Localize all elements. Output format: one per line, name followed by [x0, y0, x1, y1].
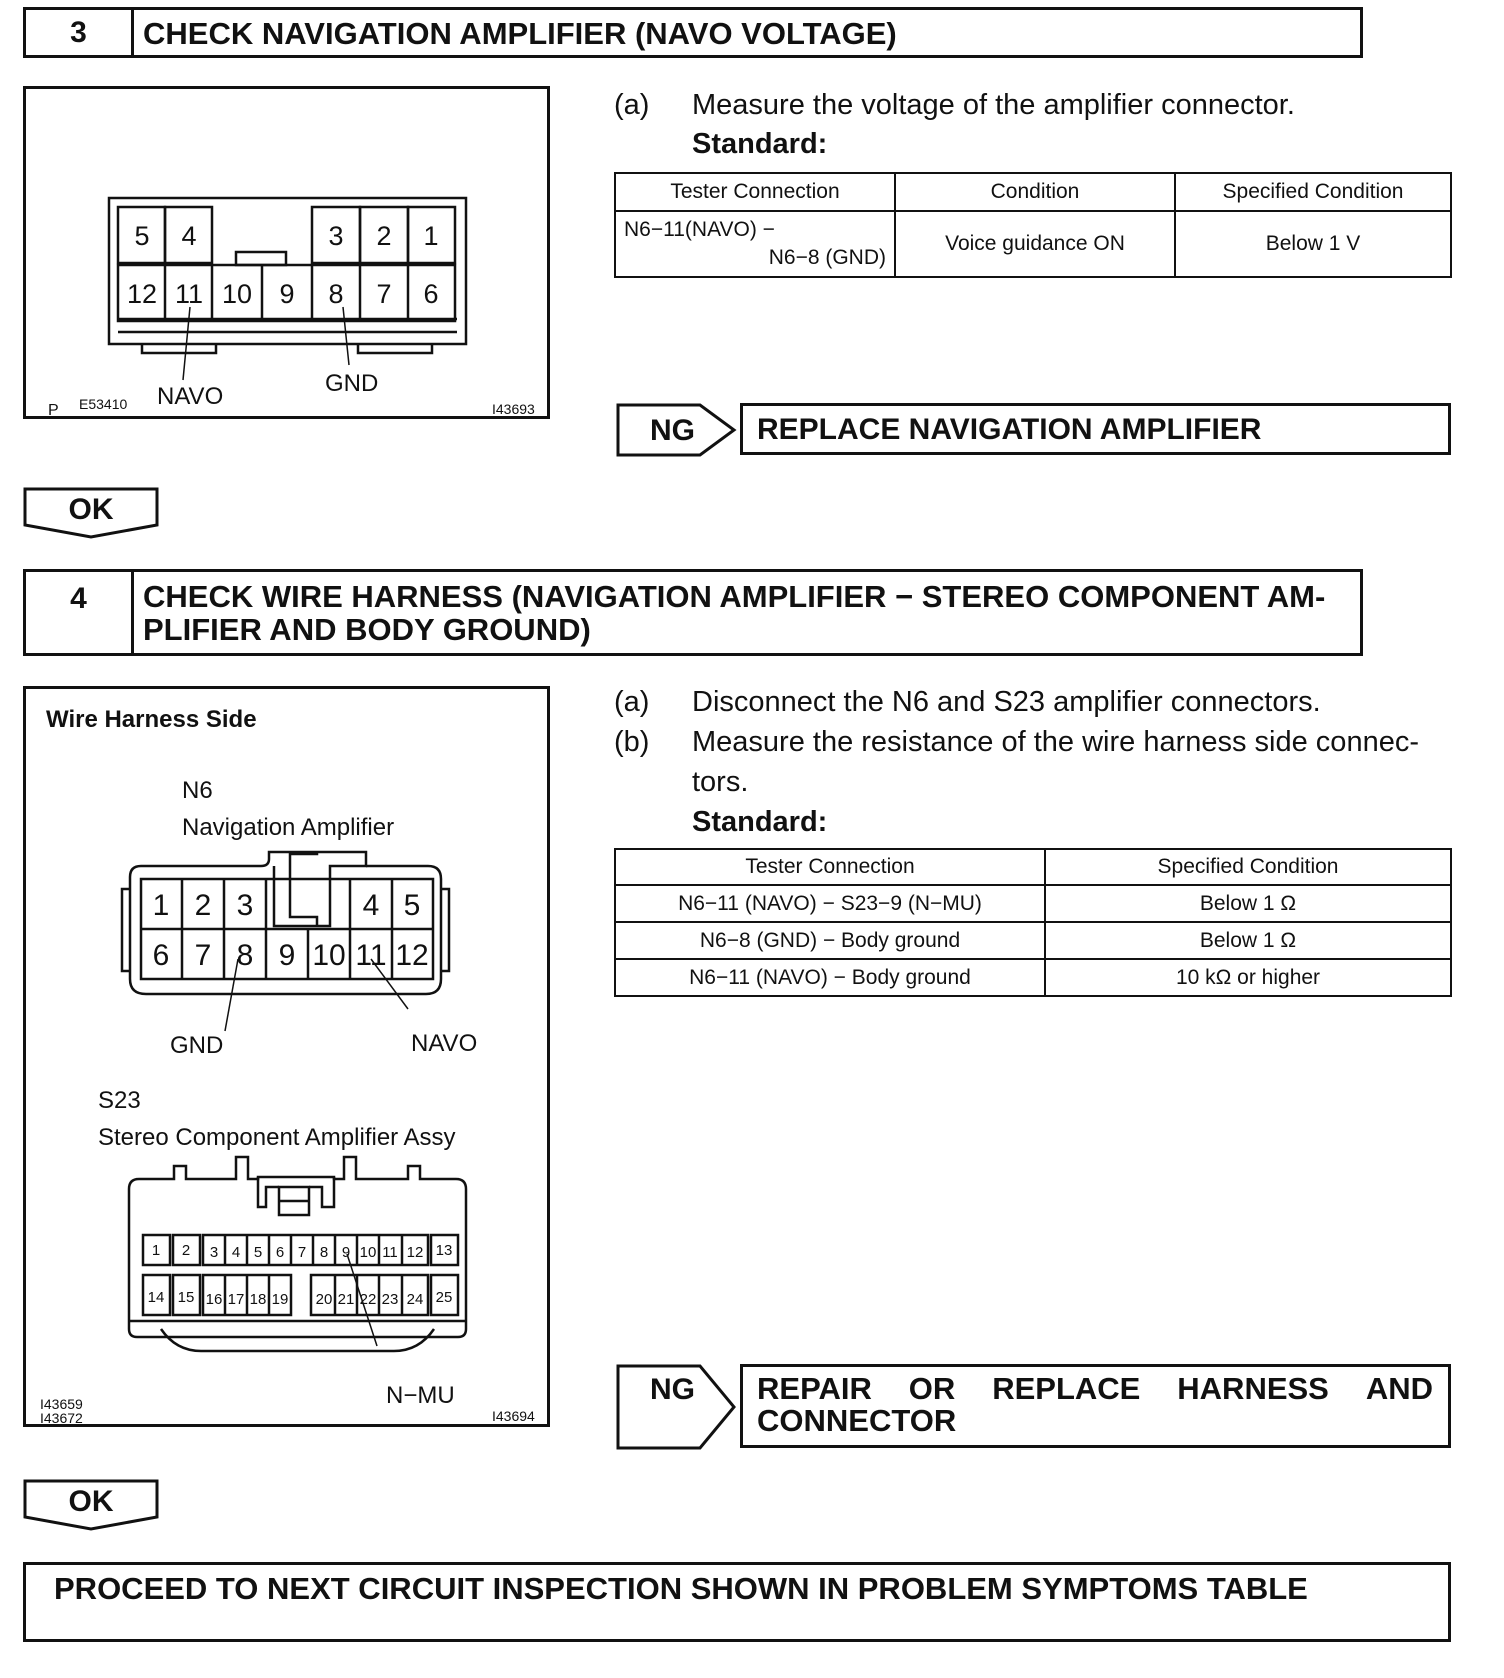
table-row — [615, 211, 1451, 277]
pin-label: 13 — [435, 1242, 453, 1259]
pin-label: 9 — [341, 1244, 351, 1261]
instruction-text: Disconnect the N6 and S23 amplifier connectors. — [692, 686, 1321, 718]
pin-label: 4 — [231, 1244, 241, 1261]
table-cell: Voice guidance ON — [895, 211, 1175, 277]
pin-label: 5 — [253, 1244, 263, 1261]
figure-code-prefix: P — [48, 402, 59, 416]
pin-label: 9 — [279, 279, 295, 309]
ng-arrow-flag — [616, 403, 740, 457]
figure-code: I43659 — [40, 1396, 83, 1412]
table-row — [615, 922, 1451, 959]
pin-label: 12 — [395, 939, 429, 972]
pin-label: 20 — [315, 1291, 333, 1308]
ng-action-text: REPLACE NAVIGATION AMPLIFIER — [757, 413, 1262, 446]
pin-label: 6 — [152, 939, 170, 972]
column-header: Specified Condition — [1175, 173, 1451, 211]
column-header: Tester Connection — [615, 173, 895, 211]
pin-label: 3 — [209, 1244, 219, 1261]
pin-label: 12 — [126, 279, 158, 309]
pin-label: 2 — [376, 221, 392, 251]
gnd-label: GND — [170, 1032, 224, 1059]
pin-label: 3 — [236, 889, 254, 922]
step-4-instruction-b — [614, 722, 1474, 802]
table-cell: Below 1 Ω — [1045, 922, 1451, 959]
table-row — [615, 959, 1451, 996]
instruction-text: Measure the resistance of the wire harness side connec- — [692, 726, 1419, 758]
column-header: Specified Condition — [1045, 849, 1451, 885]
figure-code: I43672 — [40, 1410, 83, 1424]
step-3-ng-action — [740, 403, 1451, 455]
step-3-diagram — [23, 86, 550, 419]
wire-harness-connector-diagram — [26, 689, 547, 1424]
pin-label: 8 — [328, 279, 344, 309]
ng-action-line-1 — [757, 1373, 1433, 1405]
pin-label: 11 — [174, 279, 204, 309]
step-4-header — [23, 569, 1363, 656]
step-3-instruction-a — [614, 85, 1444, 125]
column-header: Tester Connection — [615, 849, 1045, 885]
pin-label: 5 — [403, 889, 421, 922]
table-row — [615, 885, 1451, 922]
table-cell: N6−11 (NAVO) − Body ground — [615, 959, 1045, 996]
pin-label: 7 — [297, 1244, 307, 1261]
pin-label: 10 — [221, 279, 253, 309]
pin-label: 16 — [205, 1291, 223, 1308]
pin-label: 6 — [423, 279, 439, 309]
s23-name: Stereo Component Amplifier Assy — [98, 1124, 456, 1151]
pin-label: 4 — [181, 221, 197, 251]
pin-label: 11 — [355, 939, 387, 972]
step-3-header — [23, 7, 1363, 58]
pin-label: 18 — [249, 1291, 267, 1308]
pin-label: 8 — [319, 1244, 329, 1261]
pin-label: 10 — [312, 939, 346, 972]
pin-label: 19 — [271, 1291, 289, 1308]
pin-label: 2 — [194, 889, 212, 922]
pin-label: 17 — [227, 1291, 245, 1308]
diagram-heading: Wire Harness Side — [46, 706, 257, 733]
step-3-standard-label: Standard: — [692, 128, 828, 160]
step-4-title-line-1: CHECK WIRE HARNESS (NAVIGATION AMPLIFIER − STEREO COMPONENT AM- — [143, 579, 1326, 614]
step-4-diagram — [23, 686, 550, 1427]
pin-label: 1 — [151, 1242, 161, 1259]
ng-action-word: OR — [908, 1371, 956, 1406]
ng-arrow-flag — [616, 1364, 740, 1450]
instruction-label: (b) — [614, 726, 650, 758]
column-header: Condition — [895, 173, 1175, 211]
pin-label: 23 — [381, 1291, 399, 1308]
s23-code: S23 — [98, 1087, 141, 1114]
table-cell: Below 1 Ω — [1045, 885, 1451, 922]
instruction-text: tors. — [692, 766, 749, 798]
pin-label: 22 — [359, 1291, 377, 1308]
table-cell: N6−11(NAVO) − — [624, 218, 775, 241]
ok-label: OK — [68, 1485, 114, 1518]
pin-label: 25 — [435, 1289, 453, 1306]
ng-action-word: REPAIR — [757, 1371, 872, 1406]
step-4-ng-action — [740, 1364, 1451, 1448]
ng-action-word: REPLACE — [992, 1371, 1141, 1406]
pin-label: 24 — [406, 1291, 424, 1308]
ng-action-word: AND — [1365, 1371, 1433, 1406]
pin-label: 7 — [376, 279, 392, 309]
ng-action-word: HARNESS — [1177, 1371, 1329, 1406]
ok-arrow-flag — [23, 1479, 163, 1533]
instruction-label: (a) — [614, 686, 650, 718]
pin-label: 9 — [278, 939, 296, 972]
step-4-spec-table — [614, 848, 1452, 997]
step-3-number: 3 — [26, 10, 134, 55]
pin-label: 5 — [134, 221, 150, 251]
pin-label: 6 — [275, 1244, 285, 1261]
step-3-title: CHECK NAVIGATION AMPLIFIER (NAVO VOLTAGE) — [143, 16, 897, 51]
pin-label: 14 — [147, 1289, 165, 1306]
pin-label: 10 — [359, 1244, 377, 1261]
table-cell: N6−11 (NAVO) − S23−9 (N−MU) — [615, 885, 1045, 922]
step-3-spec-table — [614, 172, 1452, 278]
final-result-text: PROCEED TO NEXT CIRCUIT INSPECTION SHOWN IN PROBLEM SYMPTOMS TABLE — [54, 1571, 1308, 1606]
gnd-label: GND — [325, 370, 379, 397]
pin-label: 4 — [362, 889, 380, 922]
pin-label: 8 — [236, 939, 254, 972]
pin-label: 1 — [152, 889, 170, 922]
pin-label: 12 — [406, 1244, 424, 1261]
navo-label: NAVO — [411, 1030, 478, 1057]
step-4-standard-label: Standard: — [692, 806, 828, 838]
pin-label: 21 — [337, 1291, 355, 1308]
navigation-amplifier-connector-diagram — [26, 89, 547, 416]
table-cell: 10 kΩ or higher — [1045, 959, 1451, 996]
ng-label: NG — [650, 414, 695, 447]
pin-label: 11 — [382, 1244, 398, 1261]
table-cell: N6−8 (GND) — [768, 246, 886, 269]
ok-label: OK — [68, 493, 114, 526]
step-4-title-line-2: PLIFIER AND BODY GROUND) — [143, 612, 591, 647]
figure-code: E53410 — [79, 396, 128, 412]
pin-label: 7 — [194, 939, 212, 972]
final-result-box — [23, 1562, 1451, 1642]
figure-code: I43693 — [492, 401, 535, 416]
n6-code: N6 — [182, 777, 213, 804]
pin-label: 1 — [423, 221, 439, 251]
n6-name: Navigation Amplifier — [182, 814, 395, 841]
figure-code: I43694 — [492, 1408, 535, 1424]
ng-action-line-2: CONNECTOR — [757, 1403, 957, 1438]
instruction-label: (a) — [614, 89, 650, 121]
step-4-instruction-a — [614, 682, 1444, 722]
ng-label: NG — [650, 1373, 695, 1406]
ok-arrow-flag — [23, 487, 163, 541]
n-mu-label: N−MU — [386, 1382, 455, 1409]
instruction-text: Measure the voltage of the amplifier connector. — [692, 89, 1295, 121]
pin-label: 2 — [181, 1242, 191, 1259]
navo-label: NAVO — [157, 383, 224, 410]
pin-label: 3 — [328, 221, 344, 251]
table-cell: N6−8 (GND) − Body ground — [615, 922, 1045, 959]
step-4-number: 4 — [26, 572, 134, 653]
pin-label: 15 — [177, 1289, 195, 1306]
table-cell: Below 1 V — [1175, 211, 1451, 277]
